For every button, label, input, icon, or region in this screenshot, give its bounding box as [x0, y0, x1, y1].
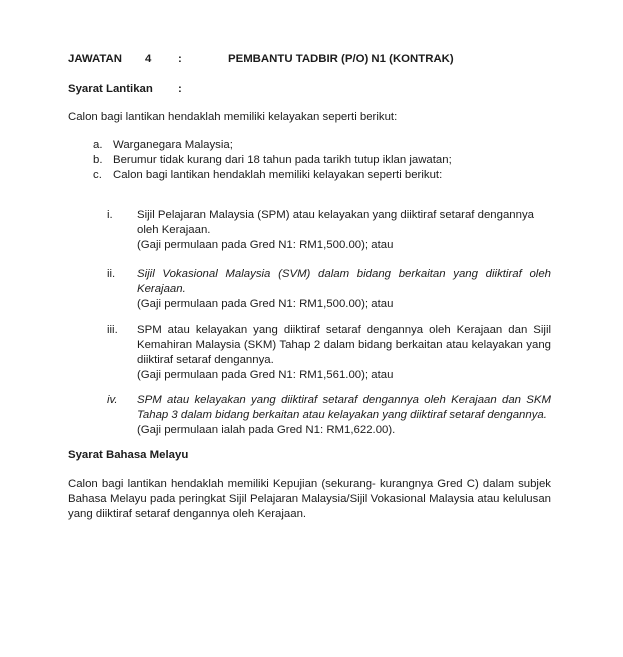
list-body	[137, 323, 551, 383]
list-body	[137, 267, 551, 312]
qualification-text: SPM atau kelayakan yang diiktiraf setaraf dengannya oleh Kerajaan dan Sijil Kemahiran Malaysia (SKM) Tahap 2 dalam bidang berkaitan atau kelayakan yang diiktiraf setaraf dengannya.	[137, 324, 551, 366]
intro-paragraph: Calon bagi lantikan hendaklah memiliki kelayakan seperti berikut:	[68, 111, 398, 123]
list-marker: ii.	[107, 268, 116, 280]
list-marker: b.	[93, 154, 103, 166]
list-body	[137, 393, 551, 438]
salary-line: (Gaji permulaan pada Gred N1: RM1,500.00); atau	[137, 239, 394, 251]
jawatan-number: 4	[145, 53, 152, 65]
bahasa-paragraph: Calon bagi lantikan hendaklah memiliki Kepujian (sekurang- kurangnya Gred C) dalam subjek Bahasa Melayu pada peringkat Sijil Pelajaran Malaysia/Sijil Vokasional Malaysia atau kelulusan yang diiktiraf setaraf dengannya oleh Kerajaan.	[68, 478, 551, 520]
list-item	[68, 138, 551, 153]
list-marker: iii.	[107, 324, 118, 336]
list-body	[137, 208, 551, 253]
list-item	[68, 323, 551, 383]
list-text: Calon bagi lantikan hendaklah memiliki kelayakan seperti berikut:	[113, 169, 443, 181]
qualification-text: SPM atau kelayakan yang diiktiraf setaraf dengannya oleh Kerajaan dan SKM Tahap 3 dalam bidang berkaitan atau kelayakan yang diiktiraf setaraf dengannya.	[137, 394, 551, 421]
list-marker: c.	[93, 169, 102, 181]
salary-line: (Gaji permulaan ialah pada Gred N1: RM1,622.00).	[137, 424, 396, 436]
jawatan-header	[68, 52, 551, 67]
list-text: Berumur tidak kurang dari 18 tahun pada tarikh tutup iklan jawatan;	[113, 154, 452, 166]
salary-line: (Gaji permulaan pada Gred N1: RM1,500.00); atau	[137, 298, 394, 310]
jawatan-colon: :	[178, 53, 182, 65]
syarat-lantikan-colon: :	[178, 83, 182, 95]
jawatan-label: JAWATAN	[68, 53, 122, 65]
list-item	[68, 153, 551, 168]
list-marker: i.	[107, 209, 113, 221]
list-marker: a.	[93, 139, 103, 151]
list-item	[68, 393, 551, 438]
list-item	[68, 208, 551, 253]
salary-line: (Gaji permulaan pada Gred N1: RM1,561.00); atau	[137, 369, 394, 381]
syarat-lantikan-heading	[68, 82, 551, 97]
qualification-text: Sijil Pelajaran Malaysia (SPM) atau kelayakan yang diiktiraf setaraf dengannya oleh Kerajaan.	[137, 209, 534, 236]
list-item	[68, 267, 551, 312]
list-item	[68, 168, 551, 183]
qualification-text: Sijil Vokasional Malaysia (SVM) dalam bidang berkaitan yang diiktiraf oleh Kerajaan.	[137, 268, 551, 295]
syarat-lantikan-label: Syarat Lantikan	[68, 83, 153, 95]
list-marker: iv.	[107, 394, 118, 406]
letter-list	[68, 138, 551, 183]
syarat-bahasa-heading: Syarat Bahasa Melayu	[68, 449, 189, 461]
list-text: Warganegara Malaysia;	[113, 139, 233, 151]
jawatan-title: PEMBANTU TADBIR (P/O) N1 (KONTRAK)	[228, 53, 454, 65]
roman-list	[68, 208, 551, 438]
